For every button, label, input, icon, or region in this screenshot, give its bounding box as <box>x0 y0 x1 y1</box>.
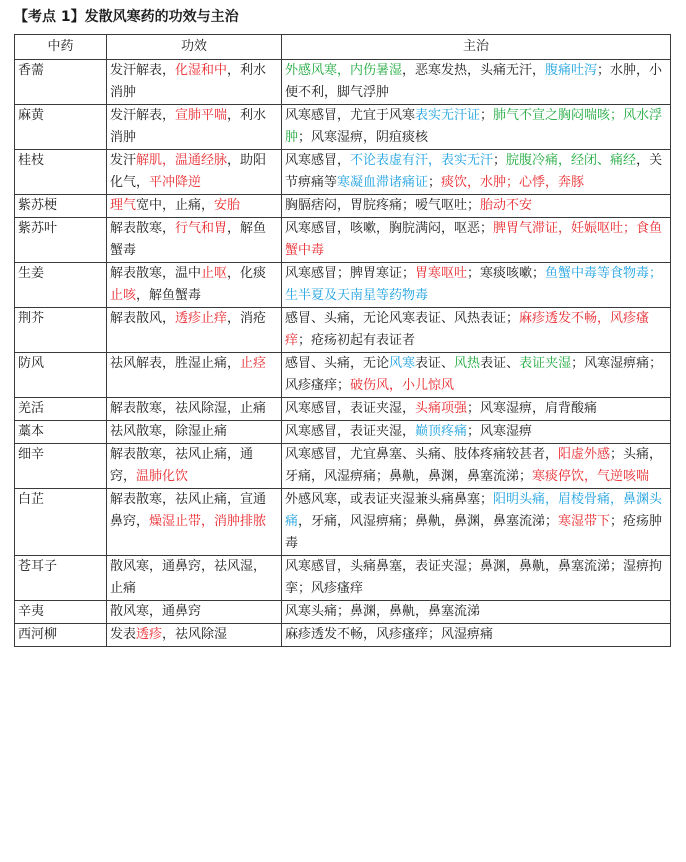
effect-cell <box>107 444 282 489</box>
indication-text-segment: ；风寒湿痹，阴疽痰核 <box>298 130 429 145</box>
table-row <box>15 105 671 150</box>
effect-text-segment: 祛风散寒，除湿止痛 <box>110 424 228 439</box>
herb-name: 生姜 <box>15 263 107 308</box>
effect-text-segment: 发汗解表， <box>110 108 176 123</box>
indication-text-segment: ；疮疡初起有表证者 <box>298 333 416 348</box>
header-indication: 主治 <box>282 35 671 60</box>
herb-name: 桂枝 <box>15 150 107 195</box>
effect-text-segment: ，祛风除湿 <box>162 627 228 642</box>
herb-name: 荆芥 <box>15 308 107 353</box>
indication-text-segment: 头痛项强 <box>415 401 468 416</box>
indication-text-segment: 胸膈痞闷，胃脘疼痛；嗳气呕吐； <box>285 198 481 213</box>
indication-text-segment: ； <box>493 153 507 168</box>
indication-text-segment: 风寒头痛；鼻渊，鼻鼽，鼻塞流涕 <box>285 604 481 619</box>
indication-text-segment: 风寒感冒，表证夹湿， <box>285 401 416 416</box>
effect-text-segment: 温肺化饮 <box>136 469 189 484</box>
indication-text-segment: 脘腹冷痛，经闭、痛经 <box>506 153 637 168</box>
effect-text-segment: 安胎 <box>214 198 241 213</box>
indication-cell <box>282 421 671 444</box>
herb-name: 藁本 <box>15 421 107 444</box>
herb-name: 苍耳子 <box>15 556 107 601</box>
table-row <box>15 489 671 556</box>
header-herb: 中药 <box>15 35 107 60</box>
indication-text-segment: 腹痛吐泻 <box>545 63 598 78</box>
table-row <box>15 444 671 489</box>
effect-cell <box>107 218 282 263</box>
indication-text-segment: 不论表虚有汗，表实无汗 <box>350 153 494 168</box>
effect-cell <box>107 150 282 195</box>
table-row <box>15 398 671 421</box>
table-body <box>15 60 671 647</box>
indication-text-segment: 感冒、头痛，无论风寒表证、风热表证； <box>285 311 520 326</box>
effect-cell <box>107 105 282 150</box>
indication-text-segment: 麻疹透发不畅，风疹瘙痒 <box>285 311 650 348</box>
table-row <box>15 624 671 647</box>
effect-cell <box>107 263 282 308</box>
effect-text-segment: 发汗解表， <box>110 63 176 78</box>
indication-text-segment: 风寒感冒， <box>285 153 351 168</box>
table-row <box>15 601 671 624</box>
herb-name: 紫苏叶 <box>15 218 107 263</box>
indication-cell <box>282 489 671 556</box>
herb-name: 羌活 <box>15 398 107 421</box>
indication-text-segment: 阳明头痛，眉棱骨痛，鼻渊头痛 <box>285 492 663 529</box>
effect-text-segment: 平冲降逆 <box>149 175 202 190</box>
effect-text-segment: ，消疮 <box>227 311 267 326</box>
effect-text-segment: 行气和胃 <box>175 221 228 236</box>
herb-name: 细辛 <box>15 444 107 489</box>
effect-cell <box>107 195 282 218</box>
indication-text-segment: 胎动不安 <box>480 198 533 213</box>
table-row <box>15 60 671 105</box>
table-row <box>15 218 671 263</box>
indication-text-segment: 寒痰停饮，气逆咳喘 <box>532 469 650 484</box>
effect-cell <box>107 353 282 398</box>
herb-name: 麻黄 <box>15 105 107 150</box>
indication-text-segment: 肺气不宣之胸闷喘咳；风水浮肿 <box>285 108 663 145</box>
effect-cell <box>107 398 282 421</box>
effect-text-segment: 散风寒，通鼻窍，祛风湿，止痛 <box>110 559 267 596</box>
herb-name: 紫苏梗 <box>15 195 107 218</box>
indication-text-segment: 风寒 <box>389 356 416 371</box>
header-effect: 功效 <box>107 35 282 60</box>
indication-text-segment: ；风寒湿痹痛；风疹瘙痒； <box>285 356 663 393</box>
table-row <box>15 308 671 353</box>
effect-cell <box>107 421 282 444</box>
effect-text-segment: 解表散寒，祛风除湿，止痛 <box>110 401 267 416</box>
indication-cell <box>282 150 671 195</box>
indication-cell <box>282 263 671 308</box>
indication-text-segment: ；头痛，牙痛，风湿痹痛；鼻鼽，鼻渊，鼻塞流涕； <box>285 447 663 484</box>
indication-cell <box>282 556 671 601</box>
table-row <box>15 195 671 218</box>
indication-text-segment: 鱼蟹中毒等食物毒；生半夏及天南星等药物毒 <box>285 266 663 303</box>
table-row <box>15 150 671 195</box>
indication-text-segment: ；寒痰咳嗽； <box>467 266 546 281</box>
indication-text-segment: 感冒、头痛，无论 <box>285 356 390 371</box>
indication-text-segment: 外感风寒，或表证夹湿兼头痛鼻塞； <box>285 492 494 507</box>
indication-cell <box>282 105 671 150</box>
table-row <box>15 263 671 308</box>
effect-text-segment: 祛风解表，胜湿止痛， <box>110 356 241 371</box>
effect-text-segment: 宣肺平喘 <box>175 108 228 123</box>
effect-cell <box>107 624 282 647</box>
table-row <box>15 353 671 398</box>
effect-cell <box>107 489 282 556</box>
indication-text-segment: 风寒感冒，头痛鼻塞，表证夹湿；鼻渊，鼻鼽，鼻塞流涕；湿痹拘挛；风疹瘙痒 <box>285 559 663 596</box>
indication-cell <box>282 398 671 421</box>
effect-text-segment: 燥湿止带，消肿排脓 <box>149 514 267 529</box>
indication-text-segment: 风寒感冒，尤宜鼻塞、头痛、肢体疼痛较甚者， <box>285 447 559 462</box>
effect-text-segment: 化湿和中 <box>175 63 228 78</box>
indication-cell <box>282 218 671 263</box>
indication-text-segment: 巅顶疼痛 <box>415 424 468 439</box>
indication-text-segment: ；风寒湿痹 <box>467 424 533 439</box>
effect-text-segment: ，解鱼蟹毒 <box>136 288 202 303</box>
indication-text-segment: 表证夹湿 <box>519 356 572 371</box>
indication-text-segment: ；疮疡肿毒 <box>285 514 663 551</box>
indication-cell <box>282 601 671 624</box>
effect-text-segment: 解表散风， <box>110 311 176 326</box>
indication-text-segment: 胃寒呕吐 <box>415 266 468 281</box>
indication-text-segment: 表实无汗证 <box>415 108 481 123</box>
effect-text-segment: 宽中，止痛， <box>136 198 215 213</box>
indication-text-segment: ； <box>480 108 494 123</box>
effect-text-segment: ，化痰 <box>227 266 267 281</box>
indication-text-segment: 风寒感冒；脾胃寒证； <box>285 266 416 281</box>
effect-text-segment: ，助阳化气， <box>110 153 267 190</box>
herb-table <box>14 34 671 647</box>
effect-text-segment: 止咳 <box>110 288 137 303</box>
table-row <box>15 421 671 444</box>
table-header-row <box>15 35 671 60</box>
table-row <box>15 556 671 601</box>
indication-text-segment: 风寒感冒，咳嗽，胸脘满闷，呕恶； <box>285 221 494 236</box>
effect-cell <box>107 556 282 601</box>
effect-text-segment: 解表散寒，祛风止痛，通窍， <box>110 447 254 484</box>
herb-name: 防风 <box>15 353 107 398</box>
indication-text-segment: ； <box>428 175 442 190</box>
indication-text-segment: ；水肿，小便不利，脚气浮肿 <box>285 63 663 100</box>
herb-name: 西河柳 <box>15 624 107 647</box>
effect-cell <box>107 60 282 105</box>
herb-name: 香薷 <box>15 60 107 105</box>
indication-text-segment: 风寒感冒，表证夹湿， <box>285 424 416 439</box>
indication-text-segment: 寒湿带下 <box>558 514 611 529</box>
indication-cell <box>282 624 671 647</box>
indication-cell <box>282 444 671 489</box>
indication-text-segment: 表证、 <box>415 356 455 371</box>
effect-text-segment: 止呕 <box>201 266 228 281</box>
effect-text-segment: ，利水消肿 <box>110 108 267 145</box>
effect-text-segment: 透疹止痒 <box>175 311 228 326</box>
indication-text-segment: 破伤风，小儿惊风 <box>350 378 455 393</box>
effect-cell <box>107 601 282 624</box>
herb-name: 白芷 <box>15 489 107 556</box>
indication-cell <box>282 353 671 398</box>
herb-name: 辛夷 <box>15 601 107 624</box>
effect-text-segment: 透疹 <box>136 627 163 642</box>
indication-text-segment: 寒凝血滞诸痛证 <box>337 175 429 190</box>
indication-cell <box>282 308 671 353</box>
indication-cell <box>282 60 671 105</box>
effect-text-segment: 发汗 <box>110 153 137 168</box>
indication-text-segment: 风热 <box>454 356 481 371</box>
effect-text-segment: 理气 <box>110 198 137 213</box>
indication-text-segment: ；风寒湿痹，肩背酸痛 <box>467 401 598 416</box>
indication-text-segment: ，牙痛，风湿痹痛；鼻鼽，鼻渊，鼻塞流涕； <box>298 514 559 529</box>
effect-text-segment: 发表 <box>110 627 137 642</box>
effect-text-segment: 解表散寒， <box>110 221 176 236</box>
indication-text-segment: ，恶寒发热，头痛无汗， <box>402 63 546 78</box>
effect-text-segment: 散风寒，通鼻窍 <box>110 604 202 619</box>
indication-text-segment: 外感风寒，内伤暑湿 <box>285 63 403 78</box>
effect-text-segment: 解表散寒，祛风止痛，宣通鼻窍， <box>110 492 267 529</box>
indication-text-segment: 痰饮，水肿；心悸，奔豚 <box>441 175 585 190</box>
effect-text-segment: 止痉 <box>240 356 267 371</box>
effect-text-segment: ，利水消肿 <box>110 63 267 100</box>
indication-cell <box>282 195 671 218</box>
section-heading: 【考点 1】发散风寒药的功效与主治 <box>14 9 239 25</box>
effect-text-segment: 解表散寒，温中 <box>110 266 202 281</box>
effect-text-segment: ，解鱼蟹毒 <box>110 221 267 258</box>
indication-text-segment: 脾胃气滞证，妊娠呕吐；食鱼蟹中毒 <box>285 221 663 258</box>
indication-text-segment: 表证、 <box>480 356 520 371</box>
indication-text-segment: 麻疹透发不畅，风疹瘙痒；风湿痹痛 <box>285 627 494 642</box>
indication-text-segment: 风寒感冒，尤宜于风寒 <box>285 108 416 123</box>
indication-text-segment: ，关节痹痛等 <box>285 153 663 190</box>
effect-text-segment: 解肌，温通经脉 <box>136 153 228 168</box>
effect-cell <box>107 308 282 353</box>
indication-text-segment: 阳虚外感 <box>558 447 611 462</box>
